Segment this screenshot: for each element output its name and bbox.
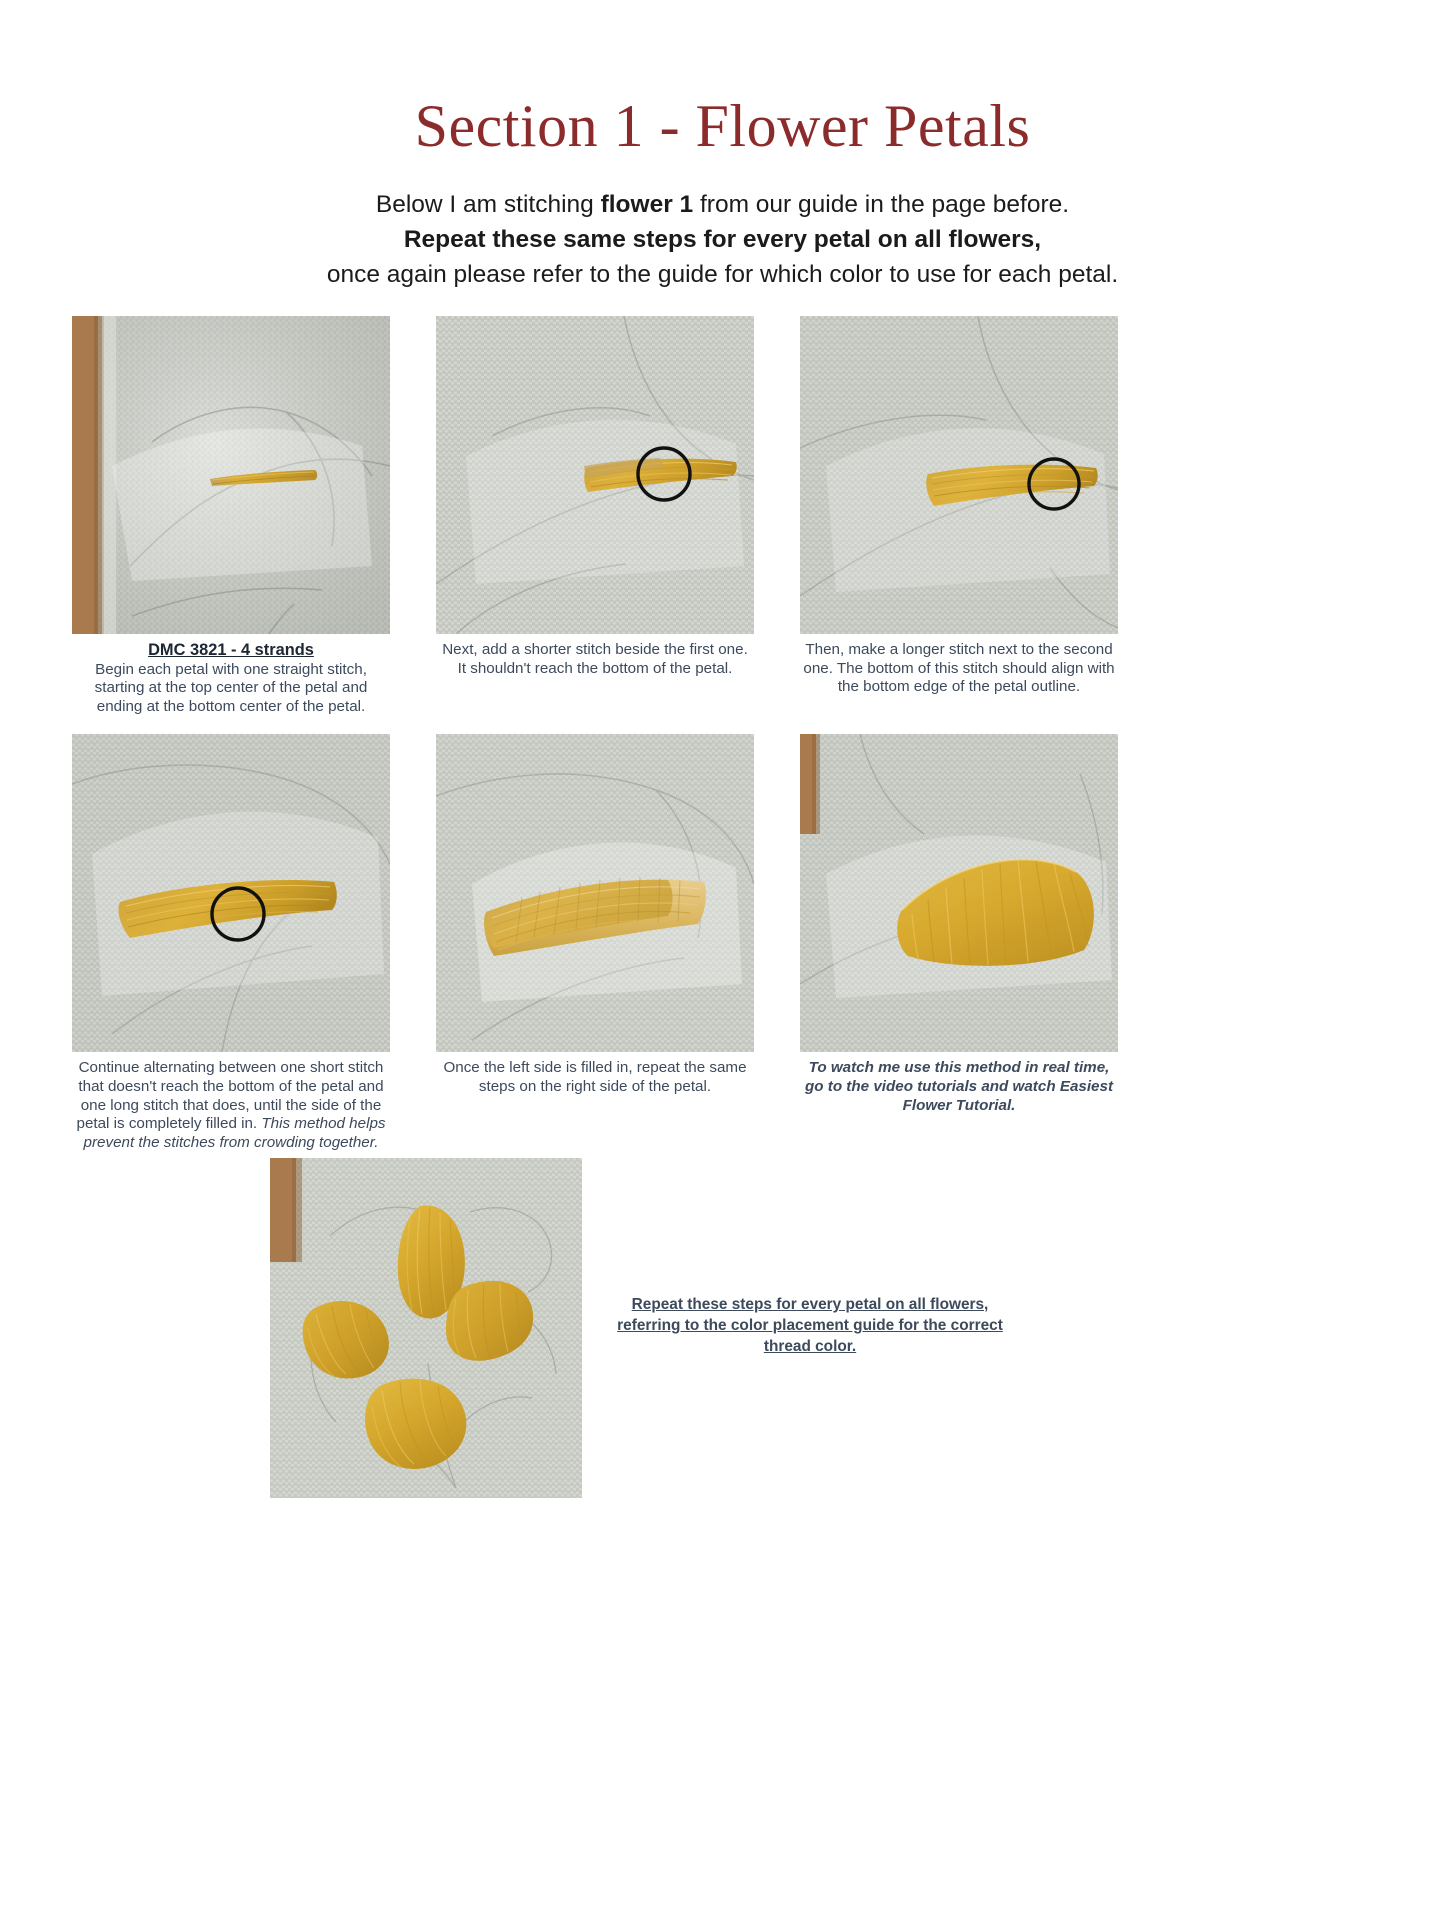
step-card-2 (436, 316, 754, 678)
intro-line-1-post: from our guide in the page before. (693, 191, 1070, 218)
final-footnote: Repeat these steps for every petal on all flowers, referring to the color placement guide for the correct thread color. (617, 1296, 1003, 1355)
step-2-caption-text: Next, add a shorter stitch beside the first one. It shouldn't reach the bottom of the petal. (442, 641, 748, 677)
intro-line-1-bold: flower 1 (600, 191, 694, 218)
step-1-caption-text: Begin each petal with one straight stitch, starting at the top center of the petal and ending at the bottom center of the petal. (94, 660, 368, 715)
intro-line-1-pre: Below I am stitching (375, 191, 601, 218)
step-1-caption (72, 634, 390, 716)
intro-line-1 (0, 187, 1445, 222)
step-6-photo (800, 734, 1118, 1052)
step-5-caption-text: Once the left side is filled in, repeat the same steps on the right side of the petal. (443, 1059, 747, 1095)
step-card-4 (72, 734, 390, 1152)
intro-line-2 (0, 222, 1445, 257)
final-flower-photo (270, 1158, 582, 1498)
final-section (0, 1158, 1445, 1538)
step-6-caption (800, 1052, 1118, 1115)
step-3-photo (800, 316, 1118, 634)
step-5-caption (436, 1052, 754, 1096)
steps-row-2 (72, 734, 1368, 1152)
step-3-caption (800, 634, 1118, 697)
step-2-photo (436, 316, 754, 634)
step-6-caption-italic: To watch me use this method in real time, go to the video tutorials and watch Easiest Flower Tutorial. (804, 1059, 1114, 1114)
step-4-caption (72, 1052, 390, 1152)
step-4-caption-italic: This method helps prevent the stitches from crowding together. (83, 1115, 386, 1151)
steps-row-1 (72, 316, 1368, 716)
step-3-caption-text: Then, make a longer stitch next to the second one. The bottom of this stitch should align with the bottom edge of the petal outline. (803, 641, 1115, 696)
steps-grid (72, 316, 1368, 1152)
step-card-3 (800, 316, 1118, 697)
step-card-5 (436, 734, 754, 1096)
step-4-caption-text: Continue alternating between one short stitch that doesn't reach the bottom of the petal and one long stitch that does, until the side of the petal is completely filled in. (76, 1059, 384, 1133)
step-card-1 (72, 316, 390, 716)
intro-line-2-text: Repeat these same steps for every petal on all flowers, (403, 226, 1042, 253)
intro-paragraph (0, 161, 1445, 292)
step-5-photo (436, 734, 754, 1052)
step-1-heading: DMC 3821 - 4 strands (148, 641, 314, 659)
step-card-6 (800, 734, 1118, 1115)
step-4-photo (72, 734, 390, 1052)
step-1-photo (72, 316, 390, 634)
page-title: Section 1 - Flower Petals (414, 93, 1031, 159)
intro-line-3: once again please refer to the guide for which color to use for each petal. (326, 261, 1119, 288)
step-2-caption (436, 634, 754, 678)
